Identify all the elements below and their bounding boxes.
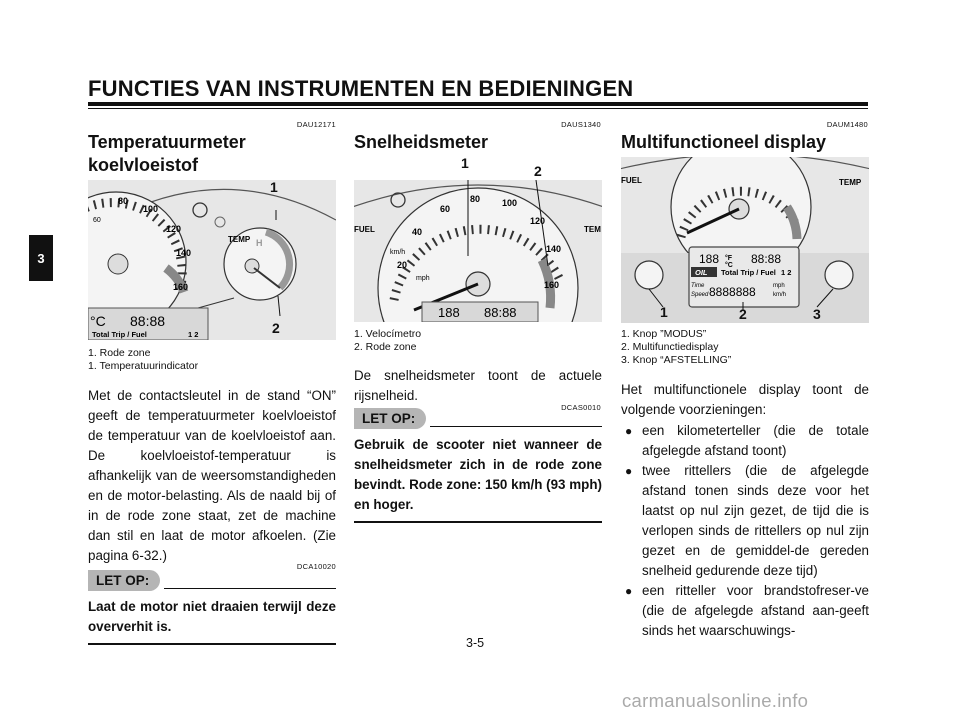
lcd-digits: 188: [438, 305, 460, 320]
tick-label: 60: [440, 204, 451, 214]
body-paragraph: Met de contactsleutel in de stand “ON” geeft de temperatuurmeter koelvloeistof de temperatuur van de koelvloeistof aan. De koelvloeistof-temperatuur is afhankelijk van de weersomstandigheden en de motor-belasting. Als de naald bij of in de rode zone staat, zet de machine dan stil en laat de motor afkoelen. (Zie pagina 6-32.): [88, 388, 336, 563]
lcd-speed-label: Speed: [691, 292, 709, 298]
temp-label: TEM: [584, 225, 601, 234]
temp-label: TEMP: [228, 235, 251, 244]
temperature-gauge-figure: [88, 180, 336, 340]
section-code: DAUM1480: [826, 120, 868, 129]
lcd-total-label: Total Trip / Fuel: [721, 268, 776, 277]
title-line: koelvloeistof: [88, 155, 199, 175]
section-code: DAU12171: [296, 120, 336, 129]
figure-captions: [354, 328, 604, 354]
body-intro: Het multifunctionele display toont de volgende voorzieningen:: [621, 382, 869, 417]
figure-callout: 3: [813, 306, 821, 322]
tick-label: 40: [412, 227, 423, 237]
figure-callout: 2: [534, 163, 542, 179]
notice-text: Gebruik de scooter niet wanneer de snelheidsmeter zich in de rode zone bevindt. Rode zone: 150 km/h (93 mph) en hoger.: [354, 437, 602, 512]
notice-rule: [164, 588, 336, 590]
tick-label: 120: [530, 216, 546, 226]
tick-label: 160: [544, 280, 560, 290]
lcd-odometer: 88:88: [130, 313, 166, 329]
figure-captions: [88, 347, 338, 373]
header-rule-thick: [88, 102, 868, 106]
notice-box: [354, 408, 602, 523]
body-paragraph: De snelheidsmeter toont de actuele rijsnelheid.: [354, 368, 602, 403]
figure-callout: 2: [739, 306, 747, 322]
chapter-tab: 3: [29, 235, 53, 281]
fuel-label: FUEL: [621, 176, 642, 185]
lcd-unit-c: °C: [725, 262, 733, 269]
notice-end-rule: [88, 643, 336, 645]
notice-code: DCA10020: [296, 562, 336, 571]
title-line: Temperatuurmeter: [88, 132, 246, 152]
lcd-main-digits: 8888888: [709, 285, 756, 299]
notice-text: Laat de motor niet draaien terwijl deze oververhit is.: [88, 599, 336, 634]
tick-label: 80: [118, 196, 129, 206]
figure-captions: [621, 328, 871, 367]
notice-code: DCAS0010: [561, 403, 601, 412]
tick-label: 120: [166, 224, 182, 234]
caption-line: 1. Knop ”MODUS”: [621, 328, 707, 340]
tick-label: 140: [546, 244, 562, 254]
fuel-label: FUEL: [354, 225, 375, 234]
caption-line: 1. Velocímetro: [354, 328, 422, 340]
section-title-speedometer: Snelheidsmeter: [354, 132, 489, 152]
lcd-time-label: Time: [691, 283, 705, 289]
figure-callout: 1: [270, 179, 278, 195]
tick-label: 60: [93, 217, 101, 224]
tick-label: 160: [173, 282, 189, 292]
lcd-temp-digits: 188: [699, 252, 720, 266]
tick-label: 80: [470, 194, 481, 204]
lcd-fuel-label: Total Trip / Fuel: [92, 330, 147, 339]
section-title-temperature: [88, 131, 338, 177]
caption-line: 2. Multifunctiedisplay: [621, 341, 719, 353]
lcd-digits: °C: [90, 313, 106, 329]
list-item: ● een kilometerteller (die de totale afgelegde afstand toont): [621, 421, 869, 461]
notice-end-rule: [354, 521, 602, 523]
tick-label: 100: [502, 198, 518, 208]
unit-mph: mph: [416, 275, 430, 282]
page-number: 3-5: [466, 636, 485, 650]
lcd-unit-kmh: km/h: [773, 292, 787, 298]
notice-label: LET OP:: [88, 570, 160, 591]
notice-rule: [430, 426, 602, 428]
lcd-fuel-nums: 1 2: [781, 268, 792, 277]
section-code: DAUS1340: [561, 120, 601, 129]
page-header-title: FUNCTIES VAN INSTRUMENTEN EN BEDIENINGEN: [88, 76, 634, 101]
tick-label: 100: [143, 204, 159, 214]
caption-line: 3. Knop “AFSTELLING”: [621, 354, 732, 366]
notice-label: LET OP:: [354, 408, 426, 429]
section-title-multifunction-display: Multifunctioneel display: [621, 132, 827, 152]
feature-list: [621, 421, 869, 641]
lcd-fuel-nums: 1 2: [188, 330, 199, 339]
figure-callout: 1: [461, 155, 469, 171]
caption-line: 1. Temperatuurindicator: [88, 360, 199, 372]
lcd-unit-f: °F: [725, 255, 733, 262]
figure-callout: 1: [660, 304, 668, 320]
lcd-unit-mph: mph: [773, 283, 785, 289]
tick-label: 20: [397, 260, 408, 270]
caption-line: 1. Rode zone: [88, 347, 151, 359]
hot-marker: H: [256, 238, 263, 248]
header-rule-thin: [88, 108, 868, 109]
lcd-odometer: 88:88: [484, 305, 517, 320]
figure-callout: 2: [272, 320, 280, 336]
unit-kmh: km/h: [390, 249, 406, 256]
list-item: ● twee rittellers (die de afgelegde afstand tonen sinds deze voor het laatst op nul zijn gezet, de tijd die is verlopen sinds de rittellers op nul zijn gezet en de gemiddel-de gereden snelheid gedurende deze tijd): [621, 461, 869, 581]
speedometer-figure: [354, 180, 602, 322]
tick-label: 140: [176, 248, 192, 258]
caption-line: 2. Rode zone: [354, 341, 417, 353]
notice-box: [88, 570, 336, 645]
temp-label: TEMP: [839, 178, 862, 187]
watermark: carmanualsonline.info: [622, 690, 809, 711]
lcd-clock: 88:88: [751, 252, 782, 266]
list-item: ● een ritteller voor brandstofreser-ve (die de afgelegde afstand aan-geeft sinds het waarschuwings-: [621, 581, 869, 641]
lcd-oil-label: OIL: [695, 268, 708, 277]
multifunction-display-figure: [621, 157, 869, 323]
